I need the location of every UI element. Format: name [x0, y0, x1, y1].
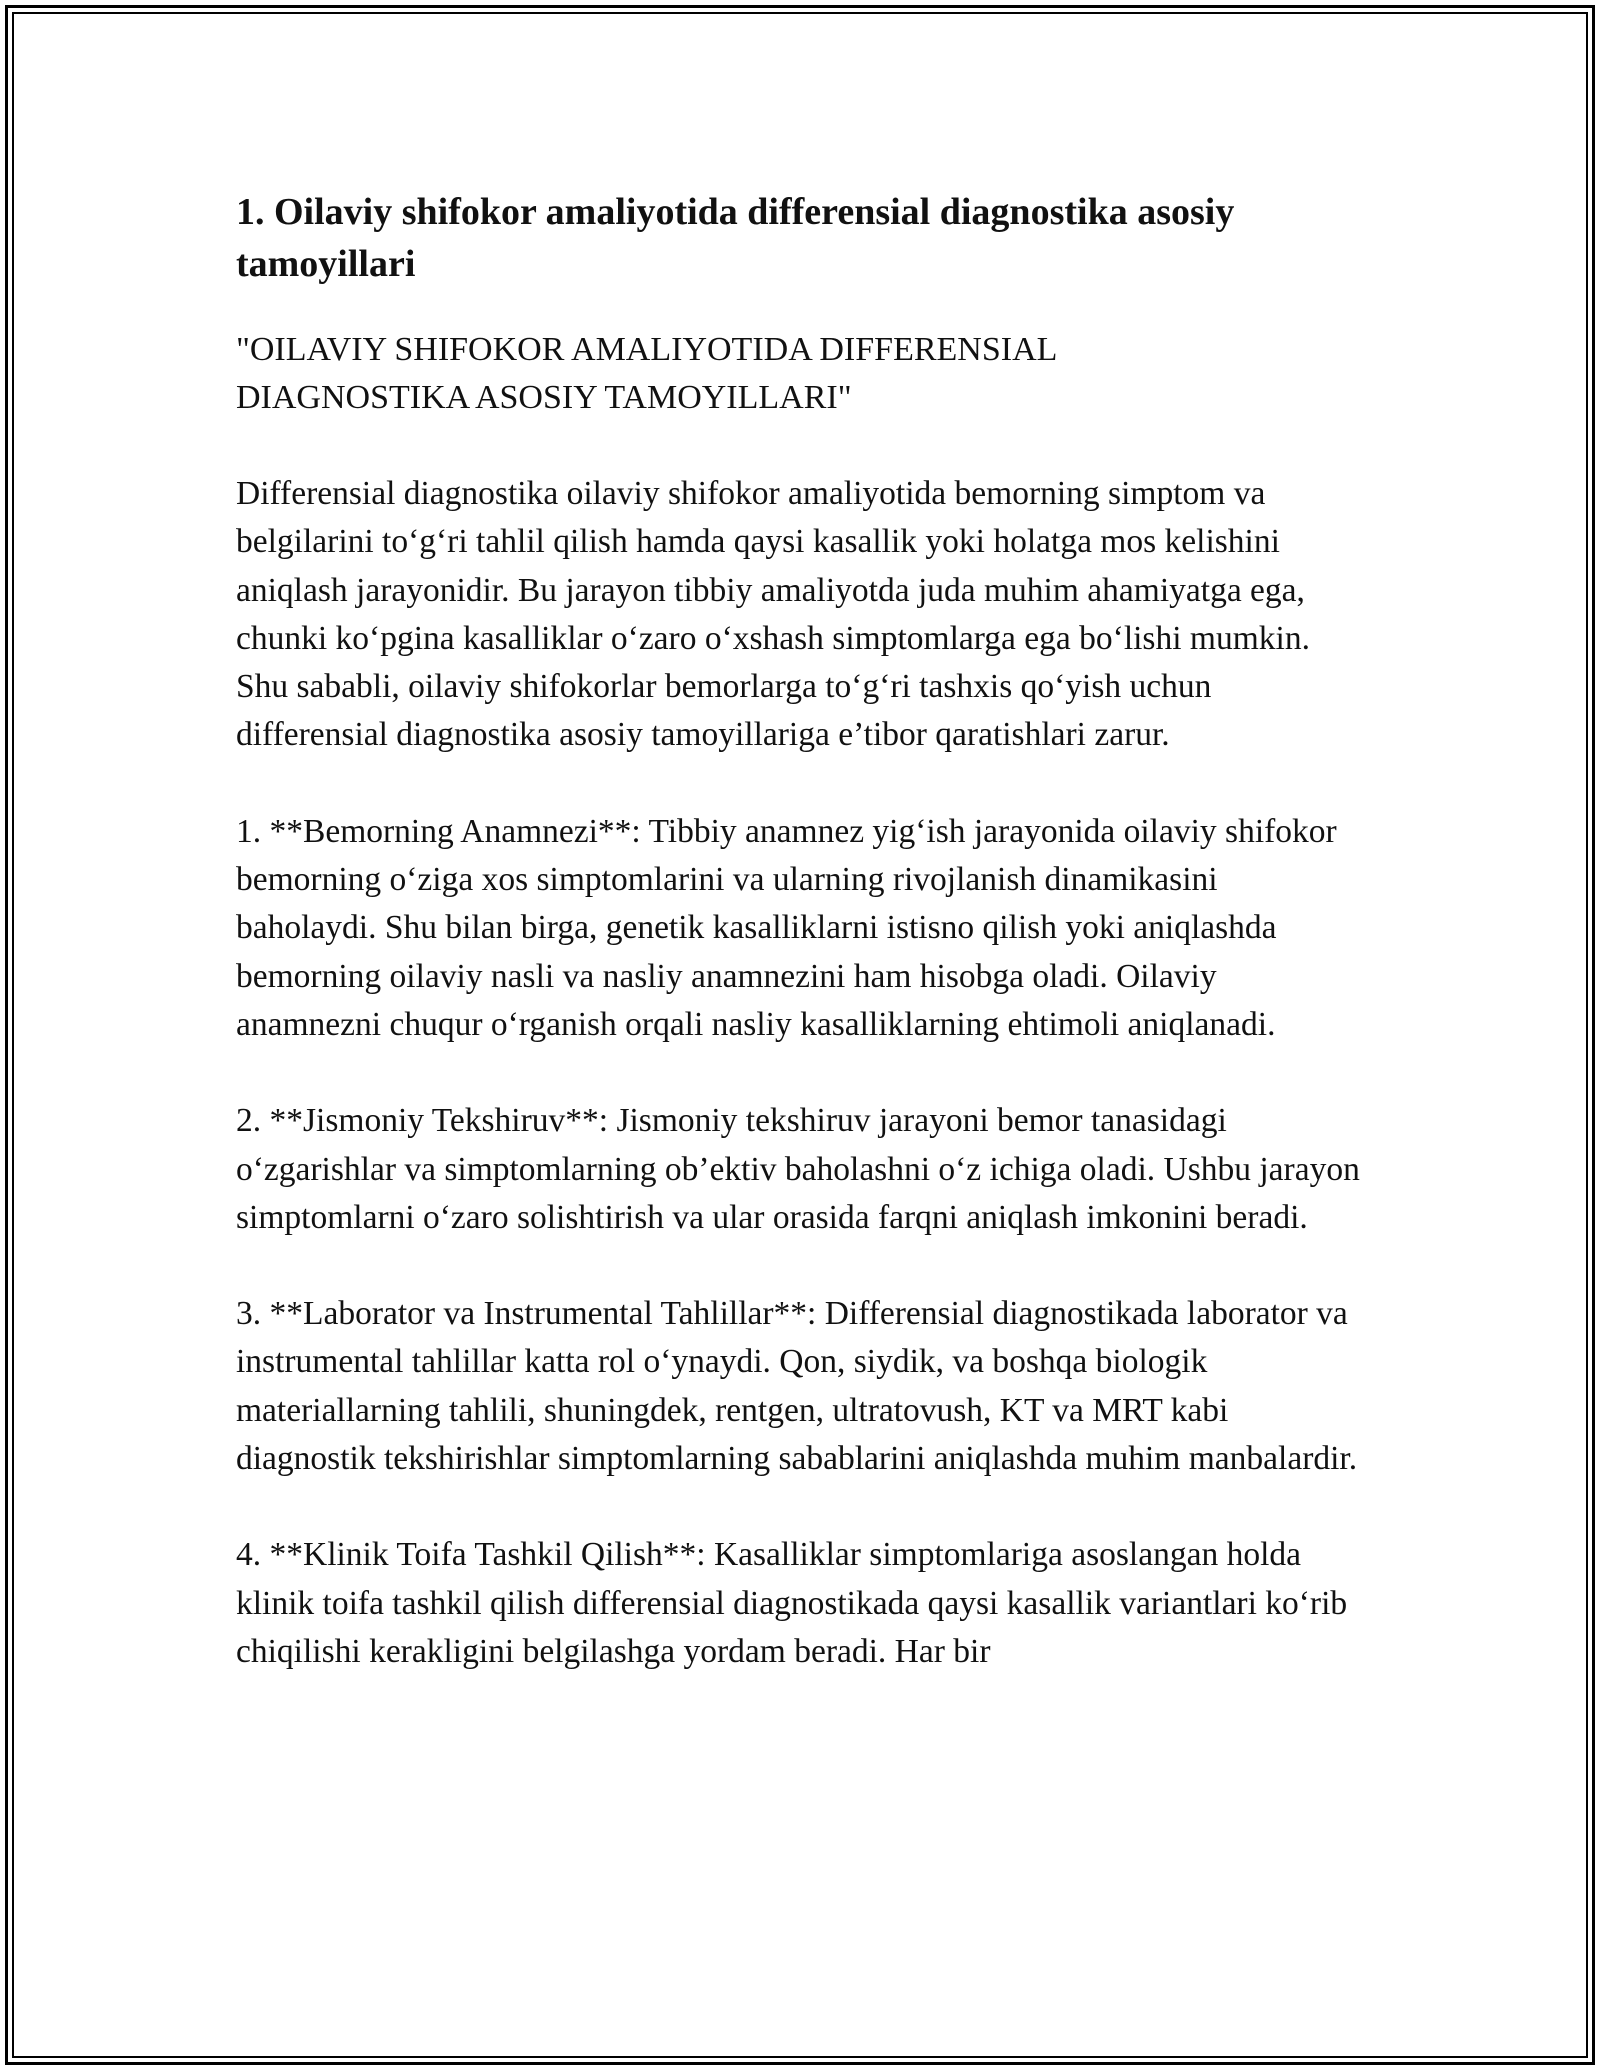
document-body — [236, 186, 1366, 1724]
document-title: 1. Oilaviy shifokor amaliyotida differensial diagnostika asosiy tamoyillari — [236, 191, 1235, 285]
paragraph-jismoniy-tekshiruv: 2. **Jismoniy Tekshiruv**: Jismoniy tekshiruv jarayoni bemor tanasidagi o‘zgarishlar va simptomlarning ob’ektiv baholashni o‘z ichiga oladi. Ushbu jarayon simptomlarni o‘zaro solishtirish va ular orasida farqni aniqlash imkonini beradi. — [236, 1102, 1360, 1236]
paragraph-klinik-toifa: 4. **Klinik Toifa Tashkil Qilish**: Kasalliklar simptomlariga asoslangan holda klinik toifa tashkil qilish differensial diagnostikada qaysi kasallik variantlari ko‘rib chiqilishi kerakligini belgilashga yordam beradi. Har bir — [236, 1536, 1348, 1670]
paragraph-intro: Differensial diagnostika oilaviy shifokor amaliyotida bemorning simptom va belgilarini to‘g‘ri tahlil qilish hamda qaysi kasallik yoki holatga mos kelishini aniqlash jarayonidir. Bu jarayon tibbiy amaliyotda juda muhim ahamiyatga ega, chunki ko‘pgina kasalliklar o‘zaro o‘xshash simptomlarga ega bo‘lishi mumkin. Shu sababli, oilaviy shifokorlar bemorlarga to‘g‘ri tashxis qo‘yish uchun differensial diagnostika asosiy tamoyillariga e’tibor qaratishlari zarur. — [236, 475, 1310, 754]
paragraph-laborator-tahlillar: 3. **Laborator va Instrumental Tahlillar**: Differensial diagnostikada laborator va instrumental tahlillar katta rol o‘ynaydi. Qon, siydik, va boshqa biologik materiallarning tahlili, shuningdek, rentgen, ultratovush, KT va MRT kabi diagnostik tekshirishlar simptomlarning sabablarini aniqlashda muhim manbalardir. — [236, 1295, 1358, 1478]
paragraph-anamnez: 1. **Bemorning Anamnezi**: Tibbiy anamnez yig‘ish jarayonida oilaviy shifokor bemorning o‘ziga xos simptomlarini va ularning rivojlanish dinamikasini baholaydi. Shu bilan birga, genetik kasalliklarni istisno qilish yoki aniqlashda bemorning oilaviy nasli va nasliy anamnezini ham hisobga oladi. Oilaviy anamnezni chuqur o‘rganish orqali nasliy kasalliklarning ehtimoli aniqlanadi. — [236, 812, 1337, 1043]
document-subtitle: "OILAVIY SHIFOKOR AMALIYOTIDA DIFFERENSIAL DIAGNOSTIKA ASOSIY TAMOYILLARI" — [236, 331, 1058, 416]
